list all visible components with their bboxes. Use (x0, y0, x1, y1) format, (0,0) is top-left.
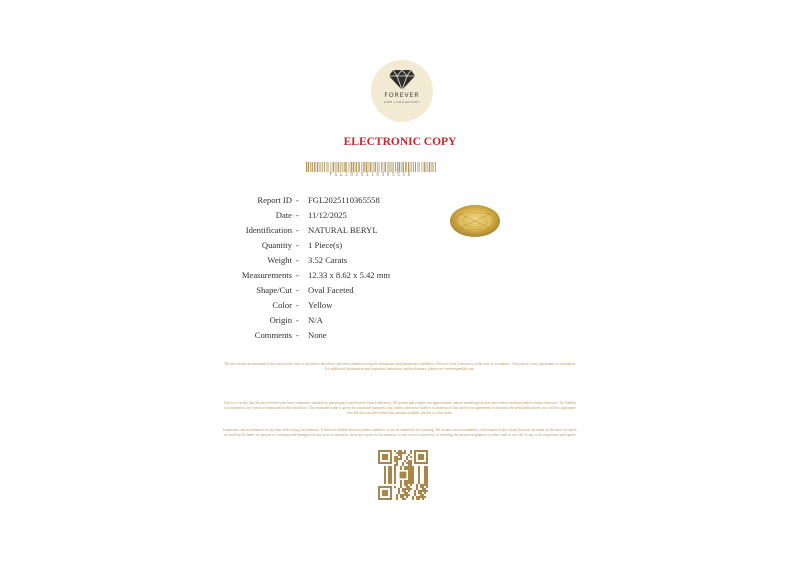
logo-name: FOREVER (384, 92, 420, 99)
disclaimer-results: The test results documented in this report refer only to the article described, and were obtained using the techniques and equipment available to Forever Gem Laboratory at the time of evaluation. This report is not a guarantee or evaluation. For additional information and important limitations and disclaimers, please see foreveregemlab.com. (223, 362, 577, 371)
field-value: 12.33 x 8.62 x 5.42 mm (308, 270, 391, 280)
field-label: Shape/Cut (256, 285, 292, 295)
field-separator: - (296, 300, 299, 310)
field-value: FGL2025110365558 (308, 195, 380, 205)
field-label: Origin (269, 315, 292, 325)
barcode-number: FGL2025110365558 (329, 172, 413, 178)
field-separator: - (296, 210, 299, 220)
field-separator: - (296, 255, 299, 265)
lab-logo (371, 60, 433, 122)
disclaimer-certification: This is to certify that the above items have been examined carefully by gemologist from Forever Gem Laboratory. All grades and weights are approximate, and no metallurgical tests have been conducted unless stated otherwise. No liability is accepted for any errors or omissions in this certificate. The estimated value is given for insurance purposes only, unless otherwise stated it is understood that there is no agreement to purchase the item listed above, nor will be a guarantee that the set item will realize this amount at public private or other sales. (223, 401, 577, 415)
report-field-row (200, 330, 500, 345)
field-value: 1 Piece(s) (308, 240, 343, 250)
report-field-row (200, 270, 500, 285)
field-separator: - (296, 225, 299, 235)
qr-code-icon (378, 450, 428, 500)
report-field-row (200, 300, 500, 315)
field-value: N/A (308, 315, 323, 325)
field-label: Comments (254, 330, 292, 340)
field-label: Identification (245, 225, 292, 235)
report-field-row (200, 240, 500, 255)
field-separator: - (296, 270, 299, 280)
field-separator: - (296, 195, 299, 205)
field-label: Color (272, 300, 292, 310)
field-separator: - (296, 285, 299, 295)
field-value: NATURAL BERYL (308, 225, 378, 235)
report-field-row (200, 285, 500, 300)
diamond-icon (388, 69, 416, 91)
field-label: Quantity (261, 240, 292, 250)
field-value: Yellow (308, 300, 333, 310)
field-value: 11/12/2025 (308, 210, 347, 220)
report-field-row (200, 315, 500, 330)
field-label: Report ID (257, 195, 292, 205)
disclaimer-liability: Gemstones can be enhanced at any time after living our premises. If there are doubts about an items condition, it can be submitted for retesting. We assume no accountability with respect to any action that may be taken on the basis of report, we shall not be liable for special or consequential damages for any error or omission, from any report for its issuance, or use, even if caused by, or resulting the persons negligence or other fault of our lab, or any of its employees and agents. (222, 428, 578, 437)
field-label: Measurements (241, 270, 292, 280)
gemstone-photo (449, 204, 501, 238)
field-separator: - (296, 315, 299, 325)
field-separator: - (296, 330, 299, 340)
field-separator: - (296, 240, 299, 250)
report-field-row (200, 255, 500, 270)
field-value: None (308, 330, 327, 340)
electronic-copy-title: ELECTRONIC COPY (343, 136, 457, 148)
logo-subtitle: GEM LABORATORY (383, 100, 421, 104)
report-barcode (306, 162, 436, 172)
field-value: 3.52 Carats (308, 255, 348, 265)
field-label: Date (275, 210, 292, 220)
field-label: Weight (267, 255, 292, 265)
field-value: Oval Faceted (308, 285, 354, 295)
